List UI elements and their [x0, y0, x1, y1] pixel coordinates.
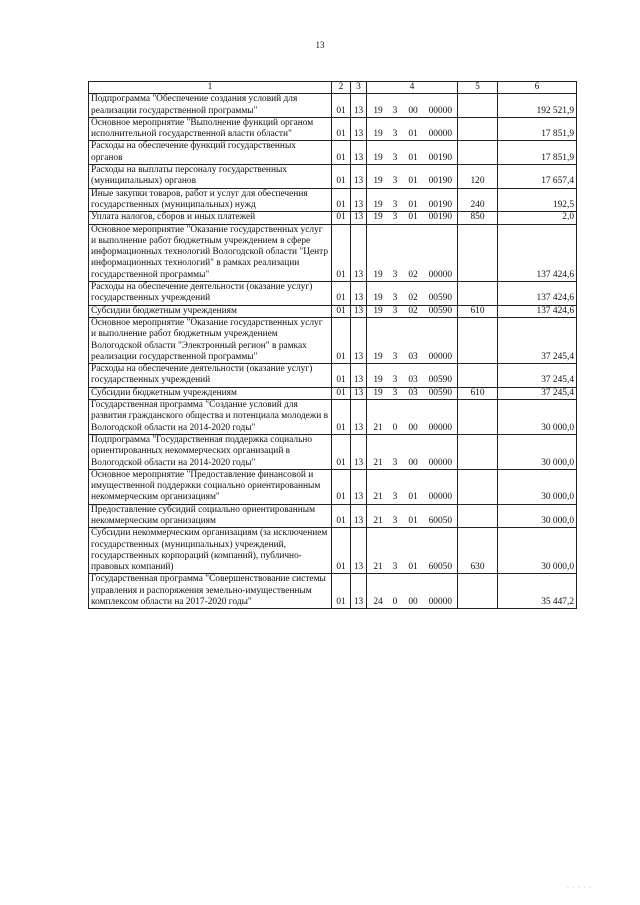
row-name: Иные закупки товаров, работ и услуг для обеспечения государственных (муниципальных) нужд	[89, 188, 332, 212]
table-row	[89, 224, 577, 281]
row-section: 01	[332, 305, 351, 317]
table-row	[89, 528, 577, 574]
code-direction: 00590	[428, 375, 452, 386]
table-row	[89, 504, 577, 528]
code-subprogram: 3	[392, 176, 398, 187]
code-direction: 00590	[428, 387, 452, 398]
row-target-code	[367, 364, 458, 388]
header-col-5: 5	[458, 82, 498, 94]
row-section: 01	[332, 141, 351, 165]
code-subprogram: 0	[392, 597, 398, 608]
row-subsection: 13	[351, 141, 367, 165]
row-section: 01	[332, 574, 351, 609]
row-name: Расходы на обеспечение деятельности (оказание услуг) государственных учреждений	[89, 282, 332, 306]
table-row	[89, 387, 577, 399]
row-expense-type	[458, 141, 498, 165]
code-direction: 00190	[428, 176, 452, 187]
row-target-code	[367, 212, 458, 224]
row-section: 01	[332, 528, 351, 574]
code-activity: 01	[408, 152, 418, 163]
row-amount: 30 000,0	[498, 434, 577, 469]
row-section: 01	[332, 117, 351, 141]
code-direction: 00000	[428, 351, 452, 362]
row-expense-type	[458, 574, 498, 609]
code-activity: 02	[408, 269, 418, 280]
row-amount: 30 000,0	[498, 504, 577, 528]
code-direction: 00190	[428, 212, 452, 223]
row-section: 01	[332, 400, 351, 435]
row-name: Расходы на выплаты персоналу государственных (муниципальных) органов	[89, 165, 332, 189]
row-amount: 17 657,4	[498, 165, 577, 189]
row-expense-type	[458, 117, 498, 141]
code-subprogram: 3	[392, 375, 398, 386]
code-activity: 00	[408, 105, 418, 116]
row-section: 01	[332, 282, 351, 306]
row-name: Государственная программа "Создание условий для развития гражданского общества и потенциала молодежи в Вологодской области на 2014-2020 годы"	[89, 400, 332, 435]
code-activity: 02	[408, 293, 418, 304]
row-name: Субсидии некоммерческим организациям (за исключением государственных (муниципальных) учреждений, государственных корпораций (компаний), публично-правовых компаний)	[89, 528, 332, 574]
row-section: 01	[332, 165, 351, 189]
row-name: Подпрограмма "Государственная поддержка социально ориентированных некоммерческих организаций в Вологодской области на 2014-2020 годы"	[89, 434, 332, 469]
row-section: 01	[332, 469, 351, 504]
row-expense-type	[458, 94, 498, 118]
code-program: 19	[373, 212, 383, 223]
row-name: Предоставление субсидий социально ориентированным некоммерческим организациям	[89, 504, 332, 528]
code-activity: 00	[408, 457, 418, 468]
row-subsection: 13	[351, 528, 367, 574]
row-subsection: 13	[351, 469, 367, 504]
table-row	[89, 212, 577, 224]
row-section: 01	[332, 504, 351, 528]
code-direction: 00000	[428, 457, 452, 468]
table-row	[89, 400, 577, 435]
header-col-4: 4	[367, 82, 458, 94]
row-subsection: 13	[351, 387, 367, 399]
table-row	[89, 364, 577, 388]
code-subprogram: 0	[392, 422, 398, 433]
row-subsection: 13	[351, 224, 367, 281]
code-direction: 00000	[428, 492, 452, 503]
code-activity: 01	[408, 212, 418, 223]
row-target-code	[367, 224, 458, 281]
code-program: 19	[373, 351, 383, 362]
code-program: 19	[373, 129, 383, 140]
row-amount: 37 245,4	[498, 387, 577, 399]
code-program: 19	[373, 269, 383, 280]
row-subsection: 13	[351, 282, 367, 306]
code-subprogram: 3	[392, 269, 398, 280]
table-row	[89, 282, 577, 306]
row-subsection: 13	[351, 165, 367, 189]
table-row	[89, 94, 577, 118]
budget-table	[88, 81, 577, 609]
row-expense-type	[458, 400, 498, 435]
header-col-1: 1	[89, 82, 332, 94]
table-row	[89, 141, 577, 165]
table-row	[89, 469, 577, 504]
table-row	[89, 305, 577, 317]
row-target-code	[367, 141, 458, 165]
row-amount: 137 424,6	[498, 305, 577, 317]
row-subsection: 13	[351, 305, 367, 317]
row-amount: 192,5	[498, 188, 577, 212]
code-activity: 00	[408, 422, 418, 433]
row-subsection: 13	[351, 364, 367, 388]
code-subprogram: 3	[392, 152, 398, 163]
code-direction: 60050	[428, 515, 452, 526]
row-amount: 137 424,6	[498, 282, 577, 306]
row-amount: 2,0	[498, 212, 577, 224]
code-activity: 02	[408, 305, 418, 316]
row-expense-type: 610	[458, 387, 498, 399]
row-name: Расходы на обеспечение функций государственных органов	[89, 141, 332, 165]
row-subsection: 13	[351, 434, 367, 469]
code-program: 19	[373, 199, 383, 210]
row-target-code	[367, 504, 458, 528]
row-name: Субсидии бюджетным учреждениям	[89, 387, 332, 399]
code-subprogram: 3	[392, 562, 398, 573]
code-program: 21	[373, 492, 383, 503]
code-program: 19	[373, 375, 383, 386]
code-program: 19	[373, 152, 383, 163]
row-expense-type: 120	[458, 165, 498, 189]
row-target-code	[367, 387, 458, 399]
row-section: 01	[332, 94, 351, 118]
code-program: 19	[373, 293, 383, 304]
row-subsection: 13	[351, 188, 367, 212]
code-direction: 00190	[428, 152, 452, 163]
code-direction: 00000	[428, 269, 452, 280]
row-name: Расходы на обеспечение деятельности (оказание услуг) государственных учреждений	[89, 364, 332, 388]
code-subprogram: 3	[392, 129, 398, 140]
code-direction: 60050	[428, 562, 452, 573]
row-expense-type: 610	[458, 305, 498, 317]
code-subprogram: 3	[392, 105, 398, 116]
row-section: 01	[332, 212, 351, 224]
row-name: Основное мероприятие "Оказание государственных услуг и выполнение работ бюджетным учреждением в сфере информационных технологий Вологодской области "Центр информационных технологий" в рамках реализации государственной программы"	[89, 224, 332, 281]
code-activity: 03	[408, 387, 418, 398]
row-target-code	[367, 117, 458, 141]
table-row	[89, 574, 577, 609]
row-name: Уплата налогов, сборов и иных платежей	[89, 212, 332, 224]
code-subprogram: 3	[392, 492, 398, 503]
code-direction: 00590	[428, 293, 452, 304]
row-target-code	[367, 400, 458, 435]
table-row	[89, 188, 577, 212]
code-direction: 00000	[428, 105, 452, 116]
code-subprogram: 3	[392, 212, 398, 223]
row-expense-type: 850	[458, 212, 498, 224]
code-activity: 03	[408, 351, 418, 362]
row-name: Основное мероприятие "Оказание государственных услуг и выполнение работ бюджетным учреждением Вологодской области "Электронный регион" в рамках реализации государственной программы"	[89, 317, 332, 363]
page-number: 13	[315, 40, 325, 50]
row-name: Основное мероприятие "Предоставление финансовой и имущественной поддержки социально ориентированным некоммерческим организациям"	[89, 469, 332, 504]
row-amount: 17 851,9	[498, 141, 577, 165]
header-col-6: 6	[498, 82, 577, 94]
row-subsection: 13	[351, 317, 367, 363]
code-program: 19	[373, 387, 383, 398]
row-amount: 35 447,2	[498, 574, 577, 609]
code-program: 21	[373, 515, 383, 526]
row-section: 01	[332, 224, 351, 281]
row-expense-type	[458, 469, 498, 504]
code-direction: 00190	[428, 199, 452, 210]
row-expense-type	[458, 317, 498, 363]
row-target-code	[367, 165, 458, 189]
row-amount: 37 245,4	[498, 364, 577, 388]
row-amount: 192 521,9	[498, 94, 577, 118]
row-target-code	[367, 94, 458, 118]
row-section: 01	[332, 317, 351, 363]
code-activity: 03	[408, 375, 418, 386]
table-row	[89, 117, 577, 141]
code-subprogram: 3	[392, 515, 398, 526]
table-header-row	[89, 82, 577, 94]
header-col-3: 3	[351, 82, 367, 94]
row-target-code	[367, 528, 458, 574]
table-row	[89, 434, 577, 469]
code-program: 19	[373, 105, 383, 116]
row-subsection: 13	[351, 212, 367, 224]
row-name: Субсидии бюджетным учреждениям	[89, 305, 332, 317]
row-amount: 30 000,0	[498, 469, 577, 504]
code-activity: 01	[408, 562, 418, 573]
code-activity: 01	[408, 199, 418, 210]
code-activity: 01	[408, 492, 418, 503]
row-expense-type	[458, 224, 498, 281]
row-section: 01	[332, 387, 351, 399]
row-target-code	[367, 305, 458, 317]
row-subsection: 13	[351, 504, 367, 528]
code-subprogram: 3	[392, 305, 398, 316]
row-subsection: 13	[351, 117, 367, 141]
code-activity: 01	[408, 176, 418, 187]
code-program: 19	[373, 176, 383, 187]
table-row	[89, 165, 577, 189]
row-expense-type	[458, 434, 498, 469]
code-subprogram: 3	[392, 387, 398, 398]
row-name: Основное мероприятие "Выполнение функций органом исполнительной государственной власти области"	[89, 117, 332, 141]
code-subprogram: 3	[392, 351, 398, 362]
row-target-code	[367, 317, 458, 363]
row-section: 01	[332, 434, 351, 469]
code-direction: 00000	[428, 129, 452, 140]
table-row	[89, 317, 577, 363]
row-expense-type	[458, 364, 498, 388]
code-direction: 00000	[428, 422, 452, 433]
row-target-code	[367, 469, 458, 504]
code-subprogram: 3	[392, 293, 398, 304]
code-program: 21	[373, 457, 383, 468]
row-subsection: 13	[351, 400, 367, 435]
code-program: 19	[373, 305, 383, 316]
row-amount: 17 851,9	[498, 117, 577, 141]
row-amount: 137 424,6	[498, 224, 577, 281]
row-name: Государственная программа "Совершенствование системы управления и распоряжения земельно-имущественным комплексом области на 2017-2020 годы"	[89, 574, 332, 609]
row-amount: 37 245,4	[498, 317, 577, 363]
code-program: 21	[373, 562, 383, 573]
code-direction: 00590	[428, 305, 452, 316]
row-amount: 30 000,0	[498, 528, 577, 574]
header-col-2: 2	[332, 82, 351, 94]
row-expense-type: 630	[458, 528, 498, 574]
row-subsection: 13	[351, 94, 367, 118]
row-expense-type: 240	[458, 188, 498, 212]
row-target-code	[367, 434, 458, 469]
code-program: 24	[373, 597, 383, 608]
code-subprogram: 3	[392, 199, 398, 210]
code-subprogram: 3	[392, 457, 398, 468]
row-target-code	[367, 574, 458, 609]
code-activity: 01	[408, 515, 418, 526]
row-expense-type	[458, 282, 498, 306]
code-program: 21	[373, 422, 383, 433]
code-direction: 00000	[428, 597, 452, 608]
row-section: 01	[332, 364, 351, 388]
row-target-code	[367, 282, 458, 306]
row-subsection: 13	[351, 574, 367, 609]
row-section: 01	[332, 188, 351, 212]
row-amount: 30 000,0	[498, 400, 577, 435]
code-activity: 01	[408, 129, 418, 140]
row-expense-type	[458, 504, 498, 528]
code-activity: 00	[408, 597, 418, 608]
row-name: Подпрограмма "Обеспечение создания условий для реализации государственной программы"	[89, 94, 332, 118]
scan-mark: · · · · ·	[567, 885, 592, 891]
row-target-code	[367, 188, 458, 212]
